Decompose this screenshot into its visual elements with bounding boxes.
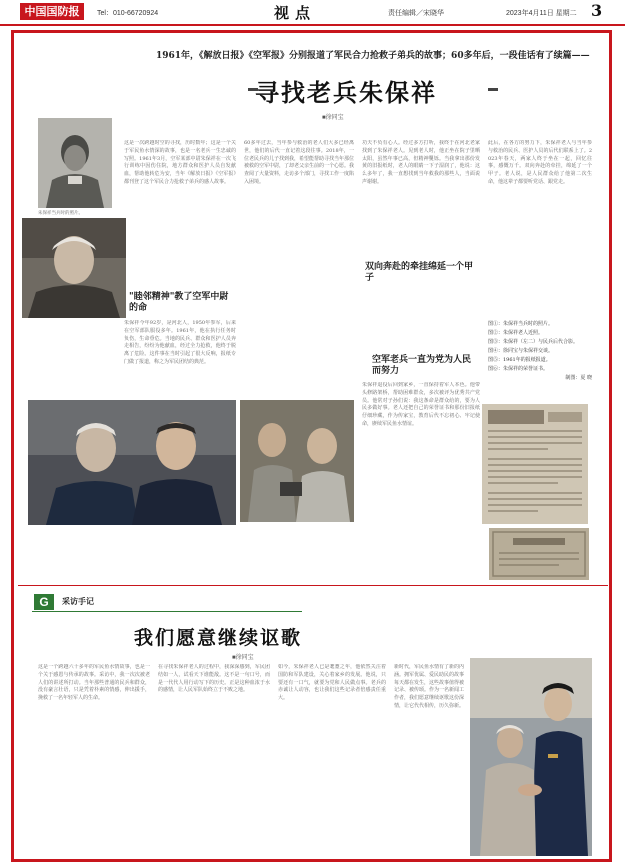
- story-headline: 寻找老兵朱保祥: [255, 78, 437, 107]
- photo-caption: 朱保祥当兵时的照片。: [38, 210, 83, 215]
- photo-officer-visit: [470, 658, 592, 856]
- story-subheadline: 1961年，《解放日报》《空军报》分别报道了军民合力抢救子弟兵的故事；60多年后，一段佳话有了续篇——: [156, 51, 590, 61]
- photo-two-men: [28, 400, 236, 525]
- story-column: 朱保祥今年92岁，是河北人，1950年参军，后来在空军部队服役多年。1961年，他在执行任务时负伤，生命垂危。当地的民兵、群众和医护人员奔走相告，纷纷为他献血，经过全力抢救，他终于脱离了危险。这件事在当时引起了很大反响，报纸专门做了报道，称之为军民团结的典范。: [124, 320, 236, 365]
- officer-visit-image: [470, 658, 592, 856]
- story-subhead: 双向奔赴的牵挂绵延一个甲子: [365, 262, 474, 283]
- notes-column: 新时代，军民鱼水情有了新的内涵。拥军优属、爱民助民的故事每天都在发生，这些故事值得被记录、被传颂。作为一名新闻工作者，我们愿意继续讴歌这份深情，让它代代相传，历久弥新。: [394, 664, 464, 709]
- newspaper-clipping-image: [482, 404, 588, 524]
- caption-item: 图⑥：朱保祥的荣誉证书。: [488, 366, 549, 372]
- newspaper-logo: 中国国防报: [20, 3, 84, 20]
- photo-elderly-portrait: [22, 218, 126, 318]
- page-number: 3: [591, 1, 603, 20]
- photo-newspaper-clipping: [482, 404, 588, 524]
- caption-item: 图⑤：1961年的报纸报道。: [488, 357, 551, 363]
- notes-column: 这是一个跨越六十多年的军民鱼水情故事，也是一个关于感恩与传承的故事。采访中，我一次次被老人们的讲述所打动。当年那些普通的民兵和群众，没有豪言壮语，只是凭着朴素的情感，伸出援手，挽救了一名年轻军人的生命。: [38, 664, 150, 702]
- photo-soldier-portrait: [38, 118, 112, 208]
- notes-column: 如今，朱保祥老人已是耄耋之年，他依然关注着国防和军队建设，关心着家乡的发展。他说，只要还有一口气，就要为党和人民做点事。老兵的赤诚让人动容，也让我们这些记录者倍感责任重大。: [278, 664, 386, 702]
- story-subhead: "睦邻精神"教了空军中尉的命: [129, 292, 229, 313]
- headline-ornament-right: [488, 88, 498, 91]
- story-column: 此后，在各方的努力下，朱保祥老人与当年参与救治的民兵、医护人员的后代们联系上了。2023年春天，两家人终于坐在一起，回忆往事，感慨万千。双向奔赴的牵挂，绵延了一个甲子。老人说，是人民群众给了他第二次生命，他这辈子都要听党话、跟党走。: [488, 140, 592, 185]
- caption-item: 图②：朱保祥老人近照。: [488, 330, 544, 336]
- story-byline: ■徐同宝: [322, 115, 344, 121]
- story-column: 朱保祥退役后回到家乡，一直保持着军人本色。他带头修路架桥，帮助困难群众，多次被评为优秀共产党员。他常对子孙们说：我这条命是群众给的，要为人民多做好事。老人还把自己的荣誉证书和那份旧报纸仔细珍藏，作为传家宝，教育后代不忘初心、牢记使命，赓续军民鱼水情谊。: [362, 382, 480, 427]
- soldier-portrait-image: [38, 118, 112, 208]
- story-column: 这是一次跨越时空的寻找，历时数年；这是一个关于军民鱼水情深的故事，也是一名老兵一生忠诚的写照。1961年3月，空军某部中尉朱保祥在一次飞行训练中因伤住院，地方群众和医护人员自发献血，帮助他转危为安，当年《解放日报》《空军报》都刊登了这个军民合力抢救子弟兵的感人故事。: [124, 140, 236, 185]
- photo-certificate: [489, 528, 589, 580]
- section-divider: [18, 585, 608, 586]
- conversation-image: [240, 400, 354, 522]
- certificate-image: [489, 528, 589, 580]
- caption-item: 图③：朱保祥（左二）与民兵后代合影。: [488, 339, 579, 345]
- notes-label: 采访手记: [62, 596, 94, 606]
- phone-number: Tel：010-66720924: [97, 10, 159, 17]
- issue-date: 2023年4月11日 星期二: [506, 10, 577, 17]
- notes-badge-icon: G: [34, 594, 54, 610]
- two-men-image: [28, 400, 236, 525]
- elderly-portrait-image: [22, 218, 126, 318]
- notes-column: 在寻找朱保祥老人的过程中，我深深感到，军民团结如一人，试看天下谁能敌。这不是一句口号，而是一代代人用行动写下的历史。正是这种血浓于水的感情，让人民军队始终立于不败之地。: [158, 664, 270, 694]
- caption-item: 图④：徐同宝与朱保祥交谈。: [488, 348, 554, 354]
- notes-byline: ■徐同宝: [232, 655, 254, 661]
- box-credit: 制图：夏 晓: [565, 375, 592, 381]
- editor-credit: 责任编辑／宋晓华: [388, 10, 444, 17]
- photo-conversation: [240, 400, 354, 522]
- story-column: 60多年过去，当年参与救治的老人们大多已经离世，他们的后代一直记着这段往事。2018年，一位老民兵的儿子找到我，希望能帮助寻找当年那位被救的空军中尉，了却老父亲生前的一个心愿。我查阅了大量资料，走访多个部门，寻找工作一度陷入困境。: [244, 140, 354, 185]
- caption-box: [488, 320, 592, 402]
- caption-item: 图①：朱保祥当兵时的照片。: [488, 321, 554, 327]
- notes-title: 我们愿意继续讴歌: [134, 627, 303, 649]
- story-subhead: 空军老兵一直为党为人民而努力: [372, 355, 472, 376]
- masthead-rule: [0, 24, 625, 26]
- story-column: 功夫不负有心人。经过多方打听，我终于在河北老家找到了朱保祥老人。见到老人时，他正坐在院子里晒太阳，虽然年事已高，但精神矍铄。当我拿出那份发黄的旧报纸时，老人的眼睛一下子湿润了，他说：这么多年了，我一直想找到当年救我的那些人，当面说声谢谢。: [362, 140, 480, 185]
- notes-rule: [32, 611, 302, 612]
- section-name: 视点: [274, 4, 317, 22]
